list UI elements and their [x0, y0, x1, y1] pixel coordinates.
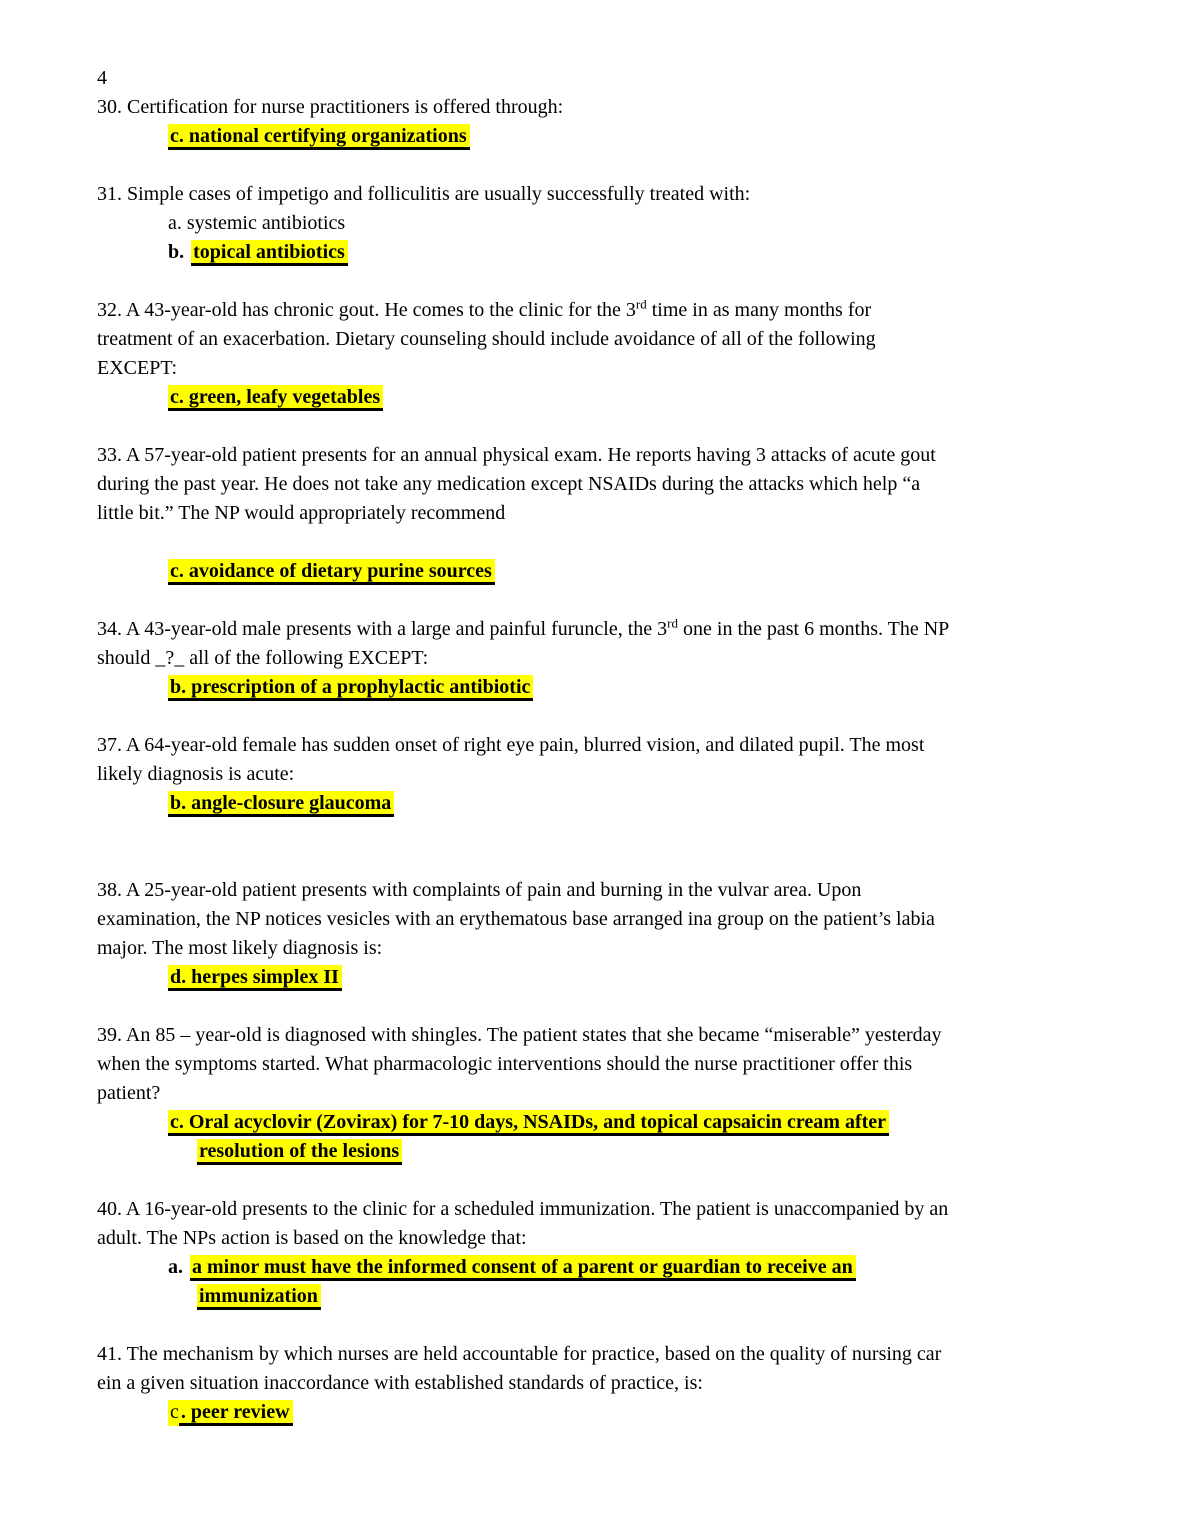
question-text: during the past year. He does not take any medication except NSAIDs during the attacks which help “a — [97, 473, 921, 495]
question-text: 38. A 25-year-old patient presents with complaints of pain and burning in the vulvar area. Upon — [97, 879, 862, 901]
question-text: adult. The NPs action is based on the knowledge that: — [97, 1227, 527, 1249]
answer-line — [97, 122, 1100, 151]
question-text: little bit.” The NP would appropriately recommend — [97, 502, 506, 524]
answer-letter: b. — [168, 241, 185, 263]
answer-line — [97, 1108, 1100, 1137]
question-text: examination, the NP notices vesicles with an erythematous base arranged ina group on the patient’s labia — [97, 908, 935, 930]
question-text: 37. A 64-year-old female has sudden onset of right eye pain, blurred vision, and dilated pupil. The most — [97, 734, 925, 756]
question-block-39 — [97, 1021, 1100, 1166]
question-block-34 — [97, 615, 1100, 702]
question-text: treatment of an exacerbation. Dietary counseling should include avoidance of all of the following — [97, 328, 876, 350]
answer-line — [97, 673, 1100, 702]
answer-highlight: resolution of the lesions — [197, 1139, 402, 1165]
question-block-33 — [97, 441, 1100, 586]
question-text: 40. A 16-year-old presents to the clinic for a scheduled immunization. The patient is unaccompanied by an — [97, 1198, 949, 1220]
question-text: 30. Certification for nurse practitioners is offered through: — [97, 96, 564, 118]
question-text: should _?_ all of the following EXCEPT: — [97, 647, 429, 669]
question-block-37 — [97, 731, 1100, 818]
ordinal-superscript: rd — [667, 615, 679, 631]
question-text — [97, 615, 1100, 644]
answer-line-continued — [97, 1137, 1100, 1166]
answer-highlight: c. green, leafy vegetables — [168, 385, 383, 411]
question-text: 31. Simple cases of impetigo and folliculitis are usually successfully treated with: — [97, 183, 751, 205]
answer-letter: c — [168, 1400, 179, 1426]
answer-highlight: c. national certifying organizations — [168, 124, 470, 150]
answer-line — [97, 963, 1100, 992]
question-block-41 — [97, 1340, 1100, 1427]
ordinal-superscript: rd — [635, 296, 647, 312]
question-block-40 — [97, 1195, 1100, 1311]
question-text: patient? — [97, 1082, 161, 1104]
question-text: major. The most likely diagnosis is: — [97, 937, 383, 959]
question-text: likely diagnosis is acute: — [97, 763, 295, 785]
answer-highlight: b. angle-closure glaucoma — [168, 791, 394, 817]
question-text: EXCEPT: — [97, 357, 178, 379]
question-text: ein a given situation inaccordance with established standards of practice, is: — [97, 1372, 703, 1394]
question-block-32 — [97, 296, 1100, 412]
answer-line-continued — [97, 1282, 1100, 1311]
question-text-part: time in as many months for — [646, 299, 872, 321]
answer-highlight: c. avoidance of dietary purine sources — [168, 559, 495, 585]
answer-line — [97, 557, 1100, 586]
answer-line — [97, 789, 1100, 818]
question-text: 41. The mechanism by which nurses are held accountable for practice, based on the quality of nursing car — [97, 1343, 942, 1365]
question-block-31 — [97, 180, 1100, 267]
question-block-30 — [97, 93, 1100, 151]
answer-highlight: topical antibiotics — [191, 240, 348, 266]
question-text: 33. A 57-year-old patient presents for an annual physical exam. He reports having 3 attacks of acute gout — [97, 444, 936, 466]
answer-line — [97, 238, 1100, 267]
answer-highlight: . peer review — [179, 1400, 293, 1426]
question-text-part: one in the past 6 months. The NP — [678, 618, 950, 640]
page-number: 4 — [97, 67, 107, 89]
answer-highlight: d. herpes simplex II — [168, 965, 342, 991]
answer-highlight: a minor must have the informed consent of a parent or guardian to receive an — [190, 1255, 856, 1281]
question-text-part: 34. A 43-year-old male presents with a large and painful furuncle, the 3 — [97, 618, 668, 640]
question-text-part: 32. A 43-year-old has chronic gout. He comes to the clinic for the 3 — [97, 299, 636, 321]
option-line: a. systemic antibiotics — [168, 212, 346, 234]
answer-line — [97, 383, 1100, 412]
question-text: when the symptoms started. What pharmacologic interventions should the nurse practitioner offer this — [97, 1053, 913, 1075]
question-text — [97, 296, 1100, 325]
answer-line — [97, 1253, 1100, 1282]
question-text: 39. An 85 – year-old is diagnosed with shingles. The patient states that she became “miserable” yesterday — [97, 1024, 942, 1046]
answer-highlight: immunization — [197, 1284, 321, 1310]
answer-highlight: b. prescription of a prophylactic antibiotic — [168, 675, 533, 701]
question-block-38 — [97, 876, 1100, 992]
answer-line — [97, 1398, 1100, 1427]
answer-highlight: c. Oral acyclovir (Zovirax) for 7-10 days, NSAIDs, and topical capsaicin cream after — [168, 1110, 889, 1136]
answer-letter: a. — [168, 1256, 183, 1278]
